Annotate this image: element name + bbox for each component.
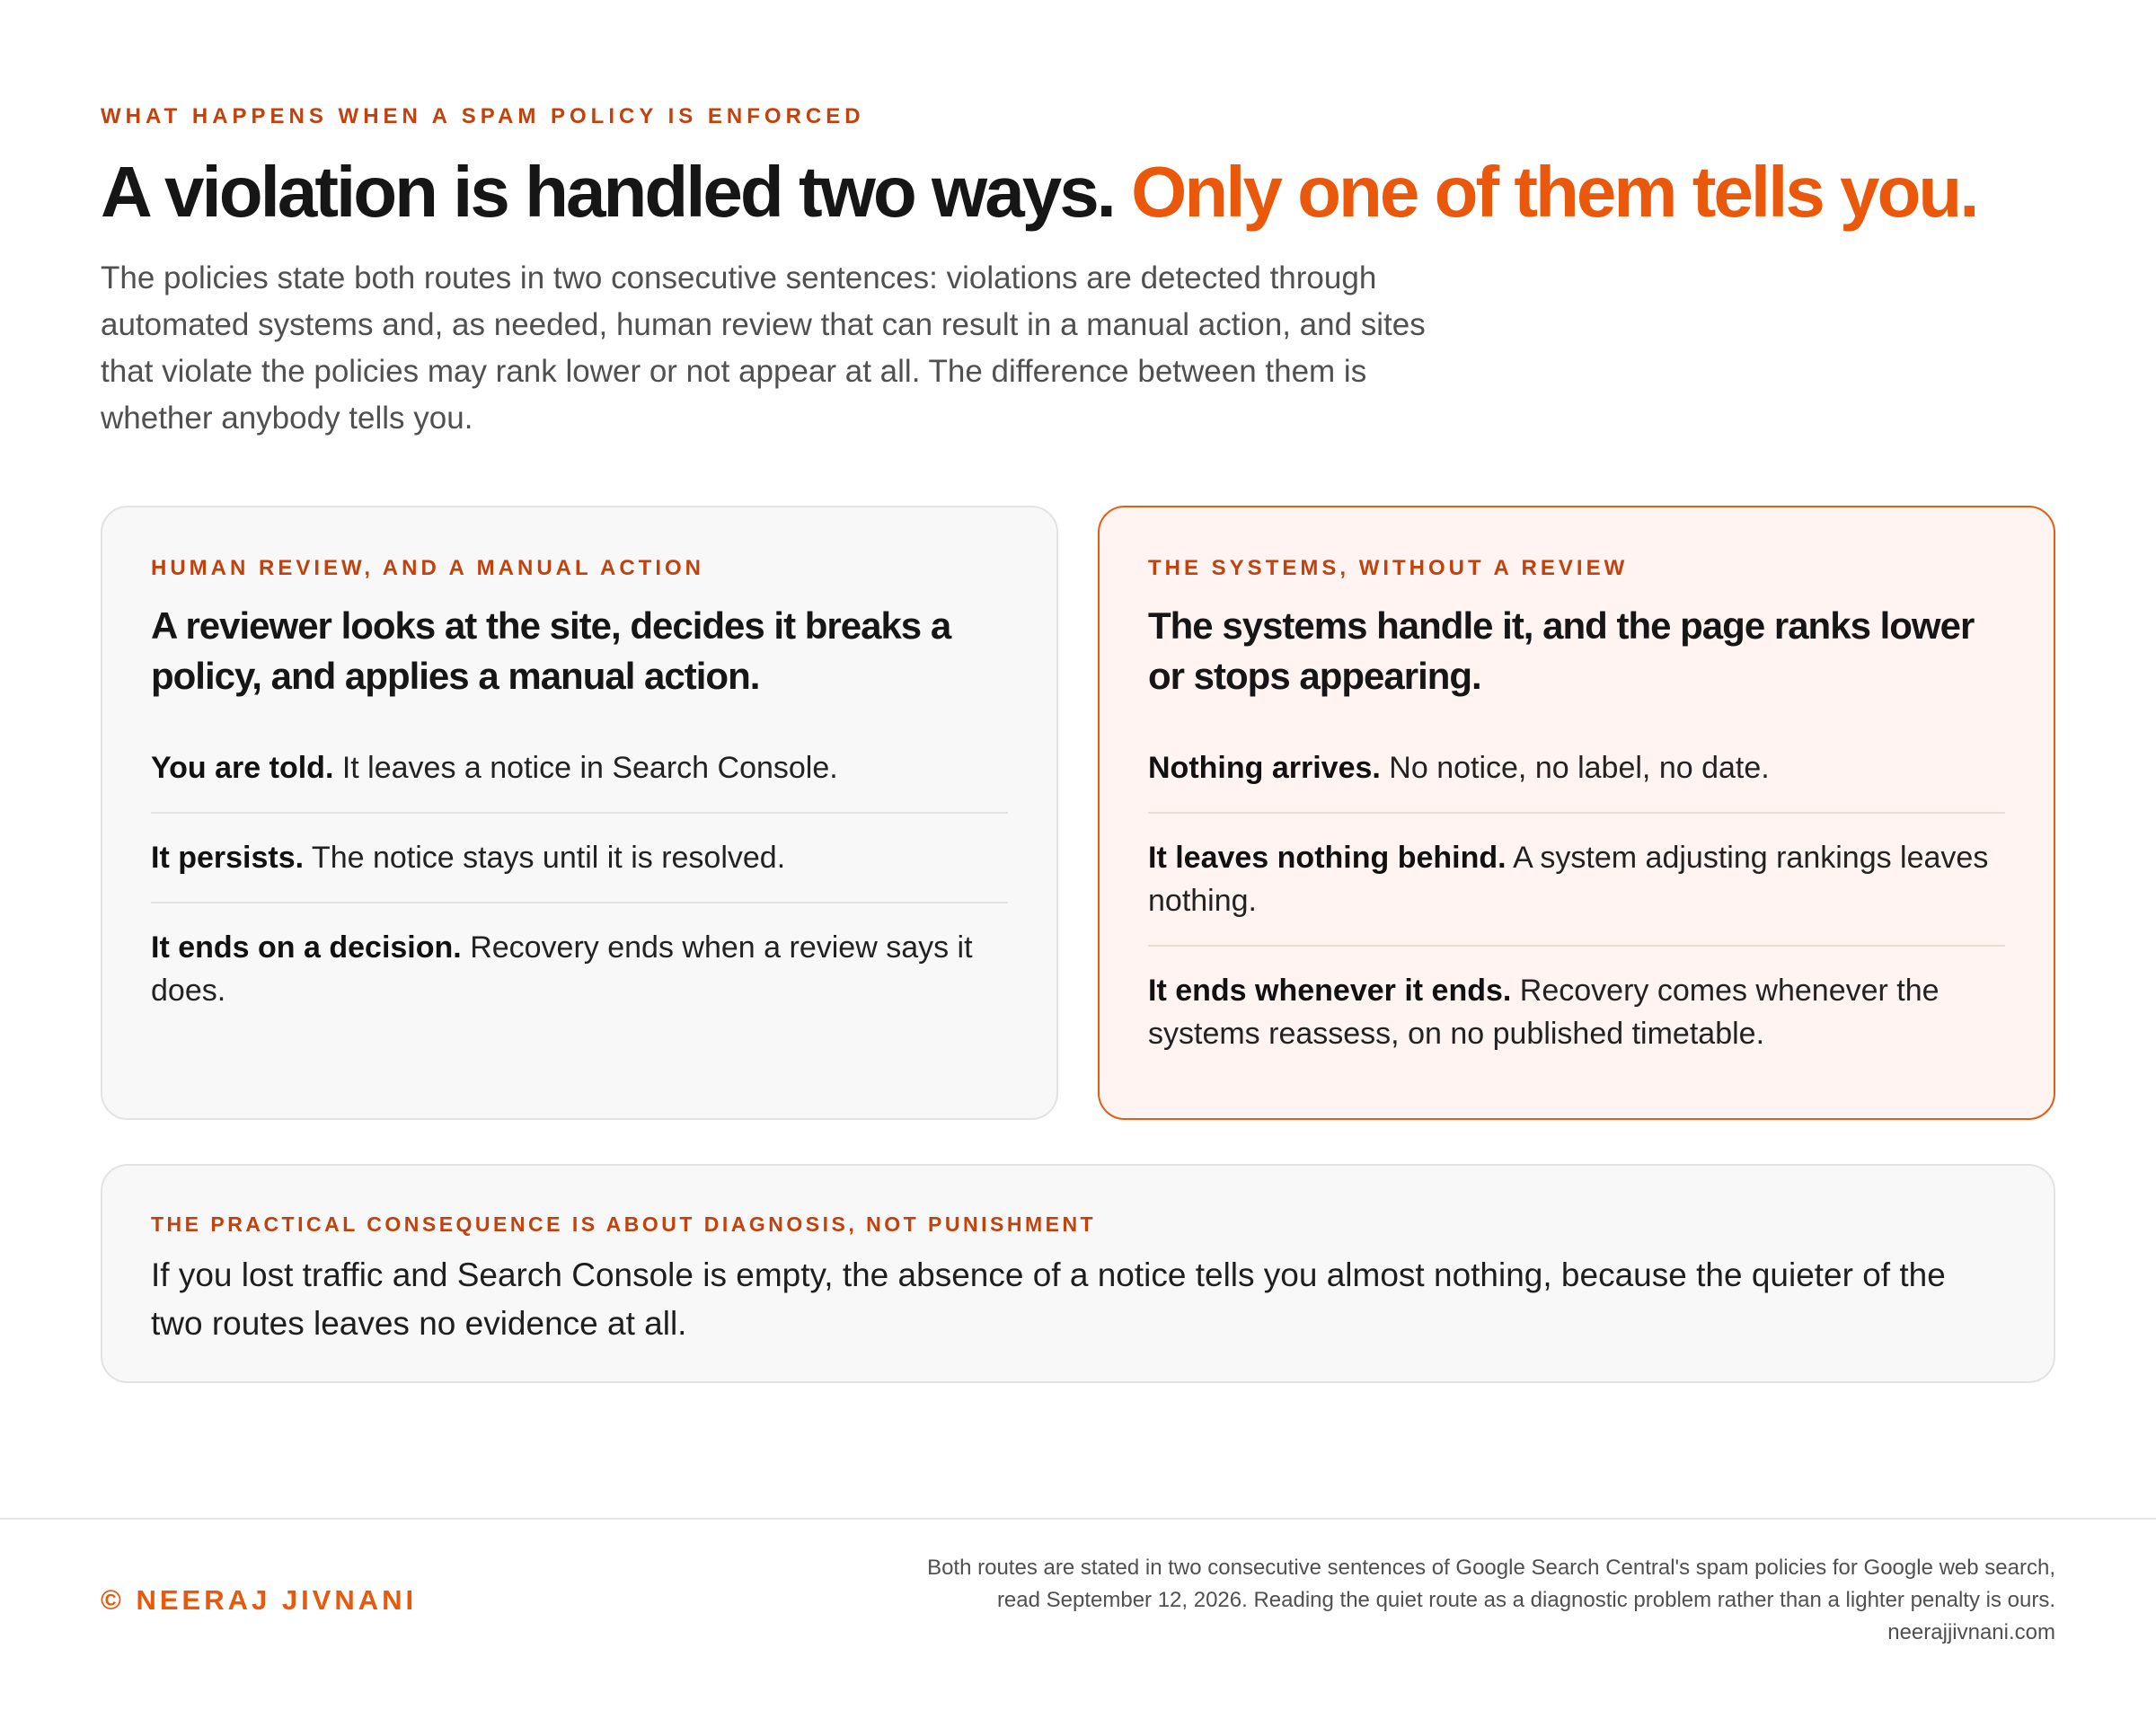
list-item [151, 746, 1008, 814]
point-text: The notice stays until it is resolved. [311, 841, 786, 875]
human-card-eyebrow: HUMAN REVIEW, AND A MANUAL ACTION [151, 556, 704, 580]
headline-main: A violation is handled two ways. [101, 152, 1114, 232]
point-text: It leaves a notice in Search Console. [341, 751, 838, 785]
systems-card-points [1148, 746, 2005, 1078]
consequence-text: If you lost traffic and Search Console is empty, the absence of a notice tells you almost nothing, because the quieter of the two routes leaves no evidence at all. [151, 1256, 1946, 1342]
systems-card [1098, 506, 2055, 1120]
page-eyebrow: WHAT HAPPENS WHEN A SPAM POLICY IS ENFORCED [101, 104, 865, 128]
point-text: No notice, no label, no date. [1389, 751, 1770, 785]
intro-paragraph: The policies state both routes in two consecutive sentences: violations are detected through automated systems and, as needed, human review that can result in a manual action, and sites that violate the policies may rank lower or not appear at all. The difference between them is whether anybody tells you. [101, 260, 1426, 436]
headline-accent: Only one of them tells you. [1131, 152, 1977, 232]
source-note [798, 1552, 2055, 1649]
list-item [151, 903, 1008, 1035]
consequence-eyebrow: THE PRACTICAL CONSEQUENCE IS ABOUT DIAGNOSIS, NOT PUNISHMENT [151, 1212, 1097, 1236]
list-item [1148, 746, 2005, 814]
human-review-card [101, 506, 1058, 1120]
point-lead: It ends on a decision. [151, 930, 462, 965]
point-lead: You are told. [151, 751, 334, 785]
consequence-card [101, 1164, 2055, 1383]
systems-card-eyebrow: THE SYSTEMS, WITHOUT A REVIEW [1148, 556, 1629, 580]
footer-divider [0, 1518, 2156, 1520]
point-text: A system adjusting rankings leaves nothing. [1148, 841, 1989, 918]
source-line: read September 12, 2026. Reading the quiet route as a diagnostic problem rather than a lighter penalty is ours. [996, 1588, 2055, 1612]
point-lead: Nothing arrives. [1148, 751, 1381, 785]
brand-mark: © NEERAJ JIVNANI [101, 1584, 418, 1616]
point-lead: It persists. [151, 841, 305, 875]
list-item [1148, 814, 2005, 947]
point-lead: It leaves nothing behind. [1148, 841, 1507, 875]
page-title [101, 151, 1976, 234]
human-card-points [151, 746, 1008, 1035]
list-item [1148, 947, 2005, 1078]
systems-card-title: The systems handle it, and the page ranks lower or stops appearing. [1148, 604, 1975, 697]
human-card-title: A reviewer looks at the site, decides it breaks a policy, and applies a manual action. [151, 604, 951, 697]
site-url: neerajjivnani.com [1887, 1620, 2055, 1644]
point-text: Recovery ends when a review says it does. [151, 930, 973, 1008]
point-lead: It ends whenever it ends. [1148, 974, 1512, 1008]
source-line: Both routes are stated in two consecutive sentences of Google Search Central's spam policies for Google web search, [927, 1556, 2055, 1580]
point-text: Recovery comes whenever the systems reassess, on no published timetable. [1148, 974, 1940, 1051]
list-item [151, 814, 1008, 903]
